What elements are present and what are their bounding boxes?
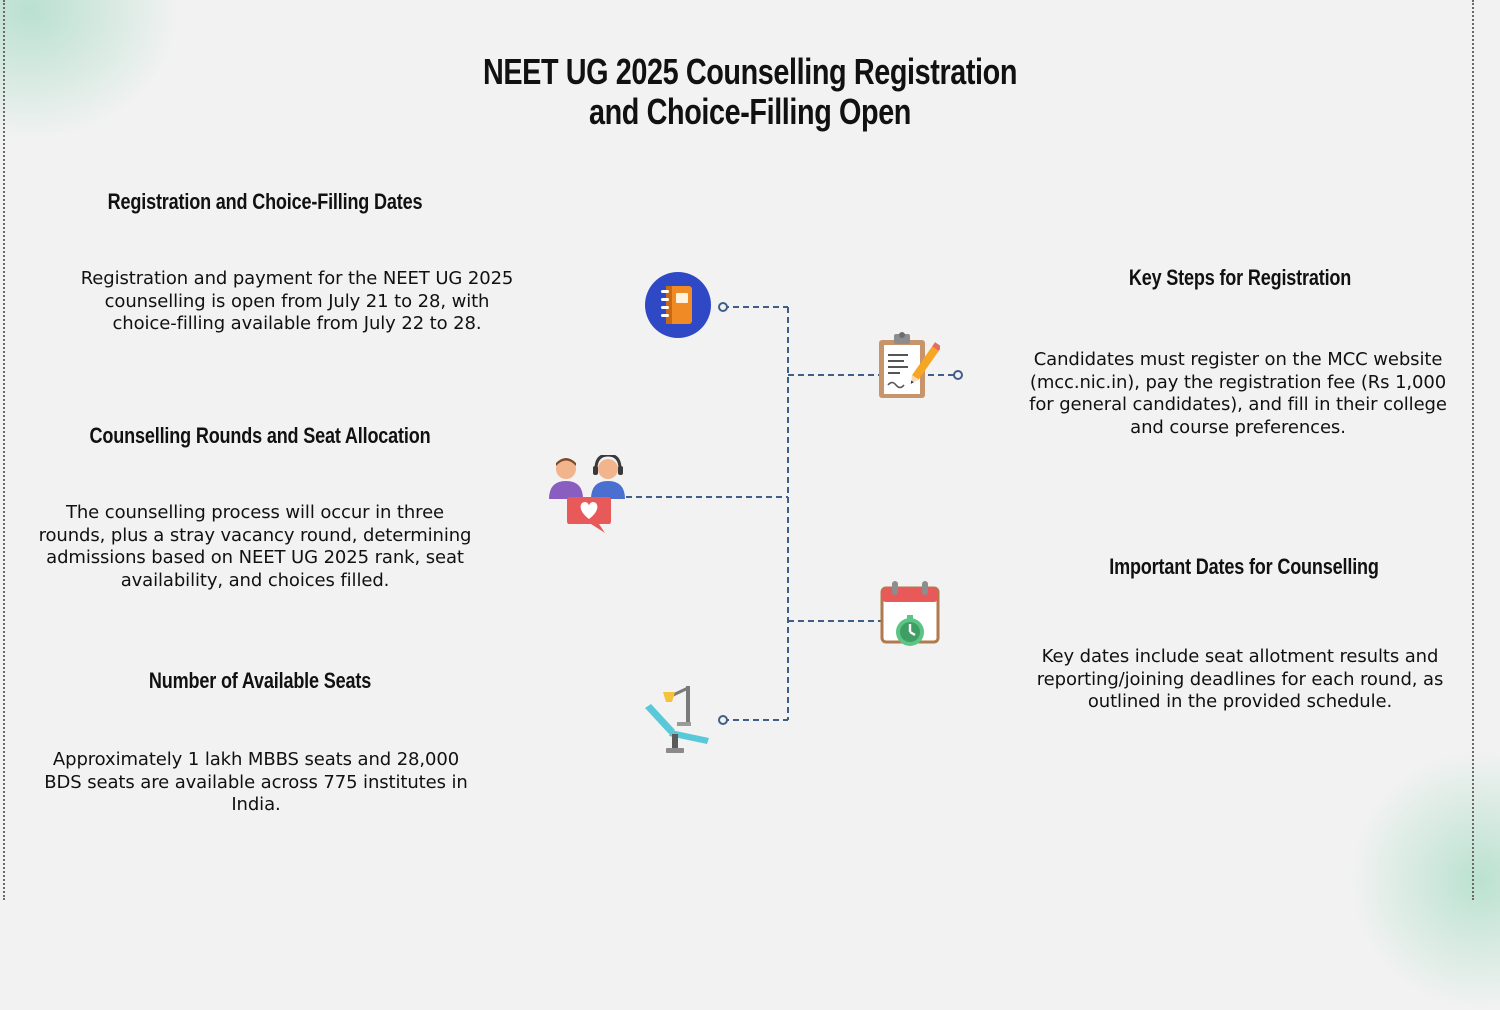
dental-chair-icon (641, 682, 715, 756)
section-4-body: Key dates include seat allotment results and reporting/joining deadlines for each round, as outlined in the provided schedule. (1036, 646, 1444, 712)
section-1-body: Registration and payment for the NEET UG 2025 counselling is open from July 21 to 28, with choice-filling available from July 22 to 28. (80, 268, 514, 334)
section-3-heading: Counselling Rounds and Seat Allocation (89, 423, 431, 448)
page-title: NEET UG 2025 Counselling Registration and Choice-Filling Open (482, 51, 1018, 132)
section-4-heading: Important Dates for Counselling (1109, 554, 1379, 579)
section-3-body: The counselling process will occur in three rounds, plus a stray vacancy round, determining admissions based on NEET UG 2025 rank, seat availability, and choices filled. (38, 502, 472, 591)
notebook-icon (644, 271, 712, 339)
connector-5-dot (719, 716, 727, 724)
connector-2-dot (954, 371, 962, 379)
section-5-heading: Number of Available Seats (148, 668, 372, 693)
calendar-clock-icon (878, 578, 942, 650)
section-2-heading: Key Steps for Registration (1128, 265, 1352, 290)
counselling-people-icon (547, 455, 627, 535)
connector-1-dot (719, 303, 727, 311)
clipboard-pencil-icon (874, 330, 940, 400)
section-2-body: Candidates must register on the MCC website (mcc.nic.in), pay the registration fee (Rs 1,000 for general candidates), and fill in their college and course preferences. (1029, 349, 1447, 438)
section-1-heading: Registration and Choice-Filling Dates (107, 189, 423, 214)
section-5-body: Approximately 1 lakh MBBS seats and 28,000 BDS seats are available across 775 institutes in India. (44, 749, 468, 815)
